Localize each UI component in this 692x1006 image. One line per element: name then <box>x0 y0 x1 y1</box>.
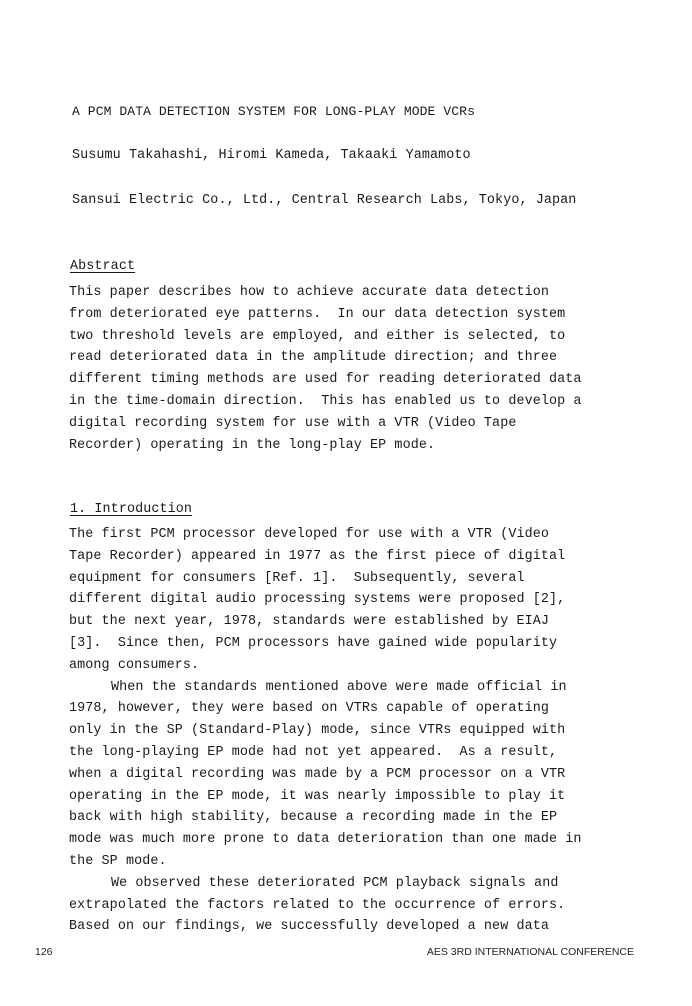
abstract-line: read deteriorated data in the amplitude direction; and three <box>69 350 558 366</box>
paper-title: A PCM DATA DETECTION SYSTEM FOR LONG-PLAY MODE VCRs <box>72 104 475 119</box>
abstract-line: from deteriorated eye patterns. In our data detection system <box>69 306 566 322</box>
intro-line: Tape Recorder) appeared in 1977 as the first piece of digital <box>69 548 566 564</box>
introduction-heading: 1. Introduction <box>70 502 193 517</box>
abstract-line: Recorder) operating in the long-play EP mode. <box>69 437 436 453</box>
intro-line: but the next year, 1978, standards were established by EIAJ <box>69 614 550 630</box>
intro-line: Based on our findings, we successfully developed a new data <box>69 919 550 935</box>
intro-line: When the standards mentioned above were made official in <box>111 679 567 695</box>
intro-line: mode was much more prone to data deterioration than one made in <box>69 832 582 848</box>
intro-line: operating in the EP mode, it was nearly impossible to play it <box>69 788 566 804</box>
page-number: 126 <box>35 946 53 958</box>
intro-line: only in the SP (Standard-Play) mode, since VTRs equipped with <box>69 723 566 739</box>
introduction-body <box>69 524 582 938</box>
intro-line: We observed these deteriorated PCM playback signals and <box>111 875 559 891</box>
intro-line: The first PCM processor developed for use with a VTR (Video <box>69 527 550 542</box>
intro-line: when a digital recording was made by a PCM processor on a VTR <box>69 766 566 782</box>
abstract-line: two threshold levels are employed, and either is selected, to <box>69 328 566 344</box>
intro-line: 1978, however, they were based on VTRs capable of operating <box>69 701 550 717</box>
intro-line: the long-playing EP mode had not yet appeared. As a result, <box>69 744 558 760</box>
intro-line: different digital audio processing systems were proposed [2], <box>69 592 566 608</box>
intro-line: equipment for consumers [Ref. 1]. Subsequently, several <box>69 570 525 586</box>
paper-authors: Susumu Takahashi, Hiromi Kameda, Takaaki Yamamoto <box>72 148 471 163</box>
paper-affiliation: Sansui Electric Co., Ltd., Central Research Labs, Tokyo, Japan <box>72 193 577 208</box>
intro-line: [3]. Since then, PCM processors have gained wide popularity <box>69 635 558 651</box>
intro-line: back with high stability, because a recording made in the EP <box>69 810 558 826</box>
intro-line: extrapolated the factors related to the occurrence of errors. <box>69 897 566 913</box>
conference-footer: AES 3RD INTERNATIONAL CONFERENCE <box>426 946 634 958</box>
intro-line: the SP mode. <box>69 853 167 869</box>
abstract-line: This paper describes how to achieve accurate data detection <box>69 285 550 300</box>
abstract-line: different timing methods are used for reading deteriorated data <box>69 372 582 388</box>
abstract-body <box>69 282 582 456</box>
abstract-line: digital recording system for use with a VTR (Video Tape <box>69 415 517 431</box>
abstract-line: in the time-domain direction. This has enabled us to develop a <box>69 393 582 409</box>
intro-line: among consumers. <box>69 657 200 673</box>
abstract-heading: Abstract <box>70 259 136 274</box>
